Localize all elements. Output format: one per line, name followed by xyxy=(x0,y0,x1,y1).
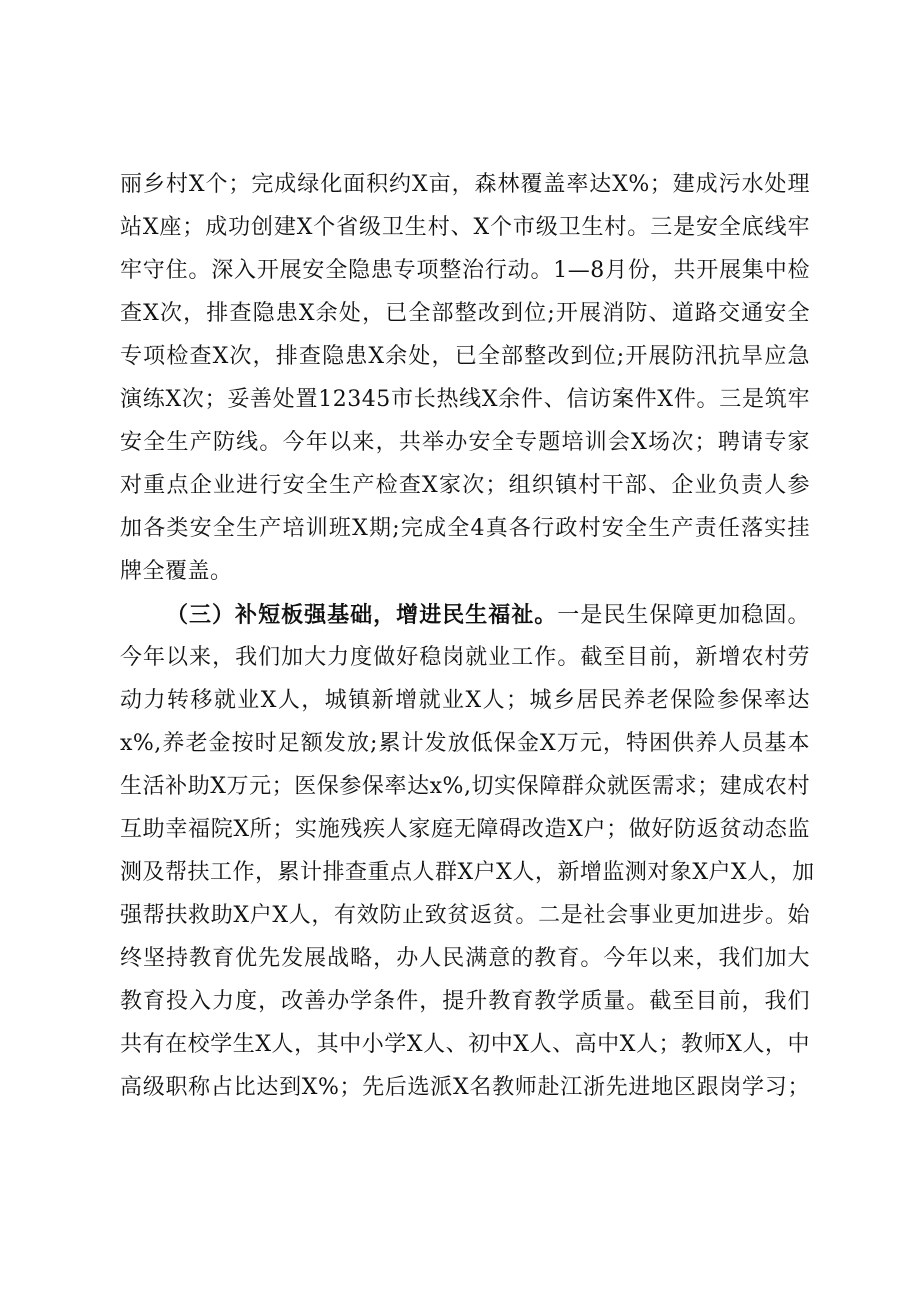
paragraph-line: 今年以来，我们加大力度做好稳岗就业工作。截至目前，新增农村劳 xyxy=(120,645,810,670)
paragraph-line: 高级职称占比达到X%；先后选派X名教师赴江浙先进地区跟岗学习； xyxy=(120,1075,810,1100)
paragraph-line: 终坚持教育优先发展战略，办人民满意的教育。今年以来，我们加大 xyxy=(120,946,810,971)
section-heading: （三）补短板强基础，增进民生福祉。 xyxy=(166,602,558,628)
heading-line-rest: 一是民生保障更加稳固。 xyxy=(557,603,810,628)
paragraph-line: 牌全覆盖。 xyxy=(120,559,233,584)
paragraph-line: 对重点企业进行安全生产检查X家次；组织镇村干部、企业负责人参 xyxy=(120,473,810,498)
paragraph-line: 丽乡村X个；完成绿化面积约X亩，森林覆盖率达X%；建成污水处理 xyxy=(120,172,810,197)
paragraph-line: 生活补助X万元；医保参保率达x%,切实保障群众就医需求；建成农村 xyxy=(120,774,810,799)
paragraph-line: 共有在校学生X人，其中小学X人、初中X人、高中X人；教师X人，中 xyxy=(120,1032,810,1057)
paragraph-line: 牢守住。深入开展安全隐患专项整治行动。1—8月份，共开展集中检 xyxy=(120,258,810,283)
paragraph-line: 站X座；成功创建X个省级卫生村、X个市级卫生村。三是安全底线牢 xyxy=(120,215,810,240)
paragraph-line: 查X次，排查隐患X余处，已全部整改到位;开展消防、道路交通安全 xyxy=(120,301,810,326)
paragraph-line: 强帮扶救助X户X人，有效防止致贫返贫。二是社会事业更加进步。始 xyxy=(120,903,810,928)
paragraph-line: 专项检查X次，排查隐患X余处，已全部整改到位;开展防汛抗旱应急 xyxy=(120,344,810,369)
paragraph-line: 动力转移就业X人，城镇新增就业X人；城乡居民养老保险参保率达 xyxy=(120,688,810,713)
paragraph-line: 加各类安全生产培训班X期;完成全4真各行政村安全生产责任落实挂 xyxy=(120,516,810,541)
paragraph-line: 测及帮扶工作，累计排查重点人群X户X人，新增监测对象X户X人，加 xyxy=(120,860,815,885)
paragraph-line: 演练X次；妥善处置12345市长热线X余件、信访案件X件。三是筑牢 xyxy=(120,387,810,412)
paragraph-line: x%,养老金按时足额发放;累计发放低保金X万元，特困供养人员基本 xyxy=(120,731,810,756)
paragraph-line: 教育投入力度，改善办学条件，提升教育教学质量。截至目前，我们 xyxy=(120,989,810,1014)
section-heading-line xyxy=(166,600,810,631)
paragraph-line: 安全生产防线。今年以来，共举办安全专题培训会X场次；聘请专家 xyxy=(120,430,810,455)
paragraph-line: 互助幸福院X所；实施残疾人家庭无障碍改造X户；做好防返贫动态监 xyxy=(120,817,810,842)
